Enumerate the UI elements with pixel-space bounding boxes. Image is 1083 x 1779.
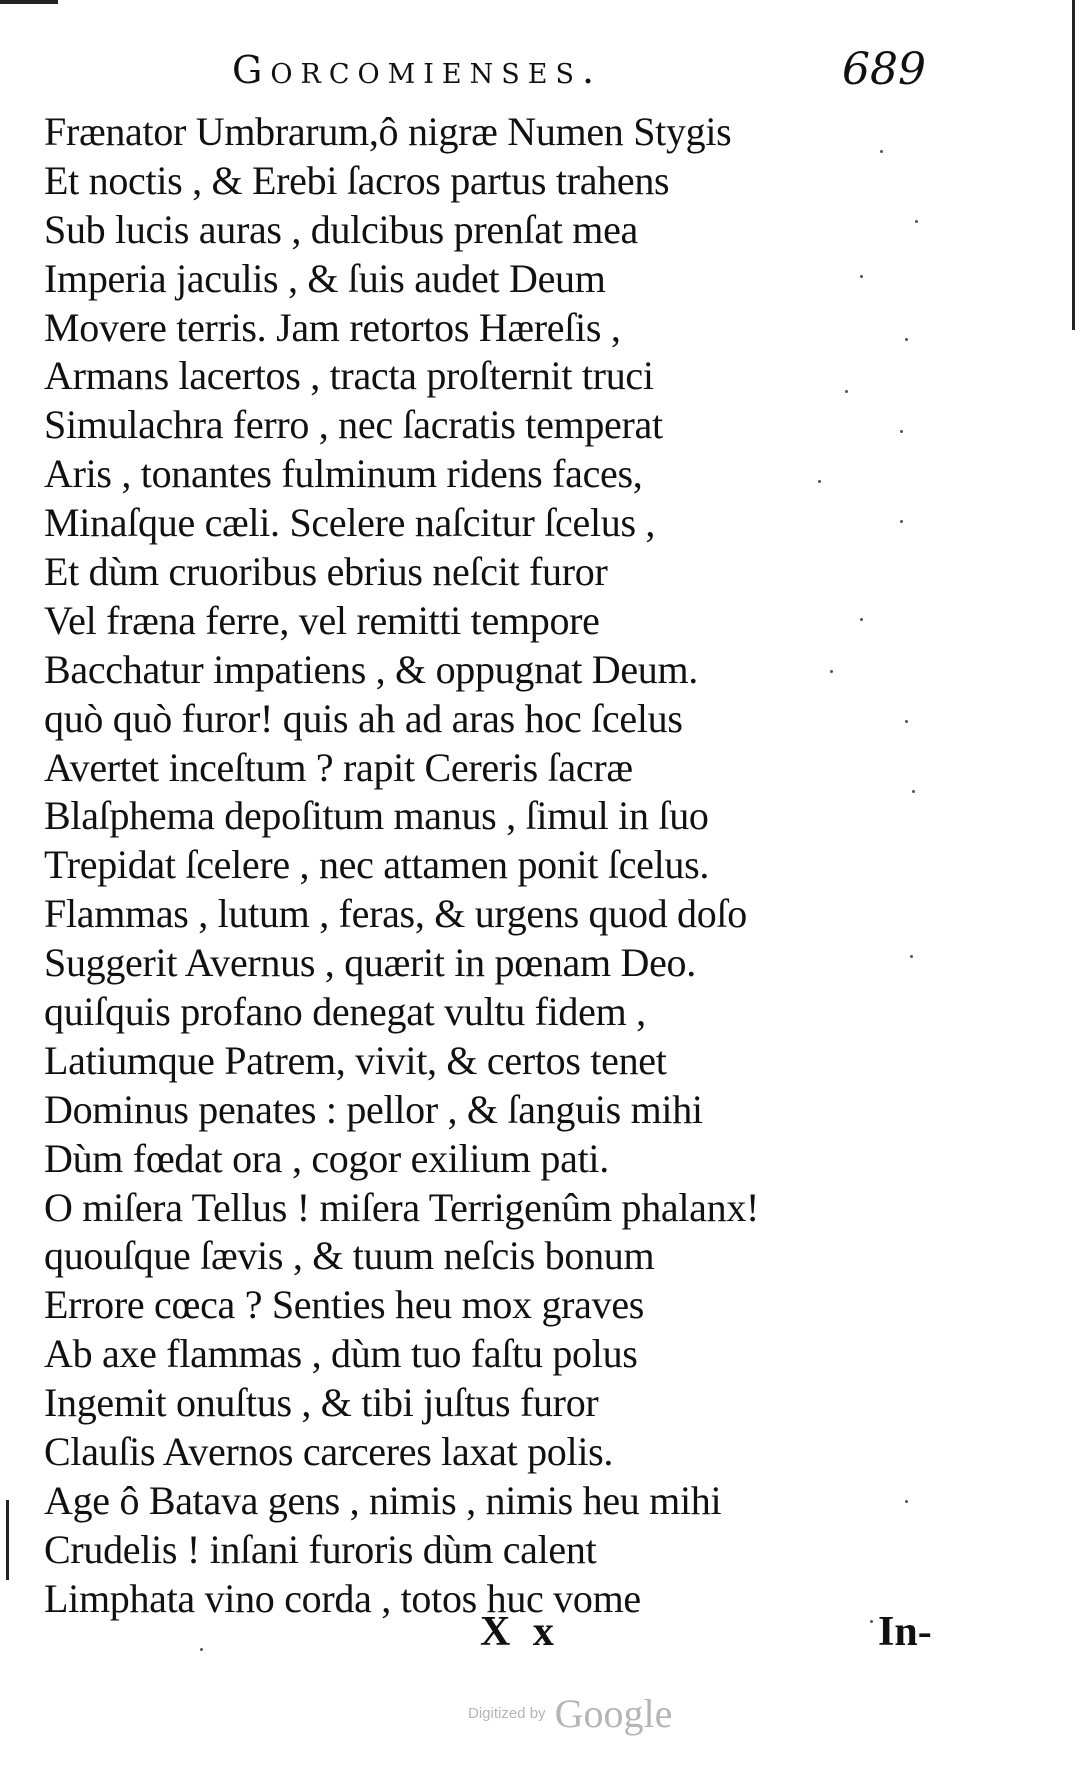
print-speck [830,670,833,673]
page-edge-rule [1072,0,1075,330]
verse-line: quò quò furor! quis ah ad aras hoc ſcelus [44,695,683,741]
verse-line: Latiumque Patrem, vivit, & certos tenet [44,1037,667,1083]
print-speck [915,220,918,223]
verse-line: Clauſis Avernos carceres laxat polis. [44,1429,614,1475]
verse-line: Simulachra ferro , nec ſacratis temperat [44,402,663,448]
verse-line: Vel fræna ferre, vel remitti tempore [44,597,600,643]
print-speck [900,520,903,523]
verse-line: Avertet inceſtum ? rapit Cereris ſacræ [44,744,633,790]
verse-line: Aris , tonantes fulminum ridens faces, [44,451,643,497]
verse-line: Minaſque cæli. Scelere naſcitur ſcelus , [44,500,656,546]
print-speck [200,1648,203,1651]
verse-line: Armans lacertos , tracta proſternit truci [44,353,654,399]
verse-line: Ingemit onuſtus , & tibi juſtus furor [44,1380,599,1426]
page-number: 689 [842,44,926,95]
verse-line: quiſquis profano denegat vultu fidem , [44,989,646,1035]
verse-line: Flammas , lutum , feras, & urgens quod doſo [44,891,747,937]
verse-line: Et dùm cruoribus ebrius neſcit furor [44,549,608,595]
watermark-brand: Google [554,1691,673,1736]
print-speck [905,720,908,723]
verse-line: Limphata vino corda , totos huc vome [44,1575,641,1621]
print-speck [860,618,863,621]
print-speck [860,275,863,278]
print-speck [900,430,903,433]
verse-line: Frænator Umbrarum,ô nigræ Numen Stygis [44,109,732,154]
verse-line: Errore cœca ? Senties heu mox graves [44,1282,645,1328]
verse-line: Blaſphema depoſitum manus , ſimul in ſuo [44,793,709,839]
print-speck [912,790,915,793]
verse-line: Dùm fœdat ora , cogor exilium pati. [44,1135,609,1181]
verse-line: Trepidat ſcelere , nec attamen ponit ſcelus. [44,842,710,888]
print-speck [905,1500,908,1503]
verse-line: Imperia jaculis , & ſuis audet Deum [44,255,606,301]
verse-line: quouſque ſævis , & tuum neſcis bonum [44,1233,655,1279]
verse-line: Age ô Batava gens , nimis , nimis heu mihi [44,1477,722,1523]
verse-text [44,108,1004,1624]
digitization-watermark [468,1690,672,1737]
print-speck [880,150,883,153]
signature-mark: X x [480,1609,560,1655]
verse-line: Movere terris. Jam retortos Hæreſis , [44,304,621,350]
verse-line: Bacchatur impatiens , & oppugnat Deum. [44,646,698,692]
verse-line: Et noctis , & Erebi ſacros partus trahens [44,157,670,203]
print-speck [845,390,848,393]
print-speck [905,338,908,341]
verse-line: Dominus penates : pellor , & ſanguis mihi [44,1086,703,1132]
print-speck [818,480,821,483]
verse-line: Ab axe flammas , dùm tuo faſtu polus [44,1331,638,1377]
print-speck [910,955,913,958]
page-edge-rule [6,1500,9,1580]
running-head: Gorcomienses. [232,48,603,92]
watermark-prefix: Digitized by [468,1705,546,1722]
verse-line: Crudelis ! inſani furoris dùm calent [44,1526,597,1572]
print-speck [870,1620,873,1623]
page-edge-rule [0,0,58,4]
catchword: In- [878,1609,932,1655]
verse-line: Suggerit Avernus , quærit in pœnam Deo. [44,940,696,986]
verse-line: O miſera Tellus ! miſera Terrigenûm phalanx! [44,1184,760,1230]
verse-line: Sub lucis auras , dulcibus prenſat mea [44,206,639,252]
